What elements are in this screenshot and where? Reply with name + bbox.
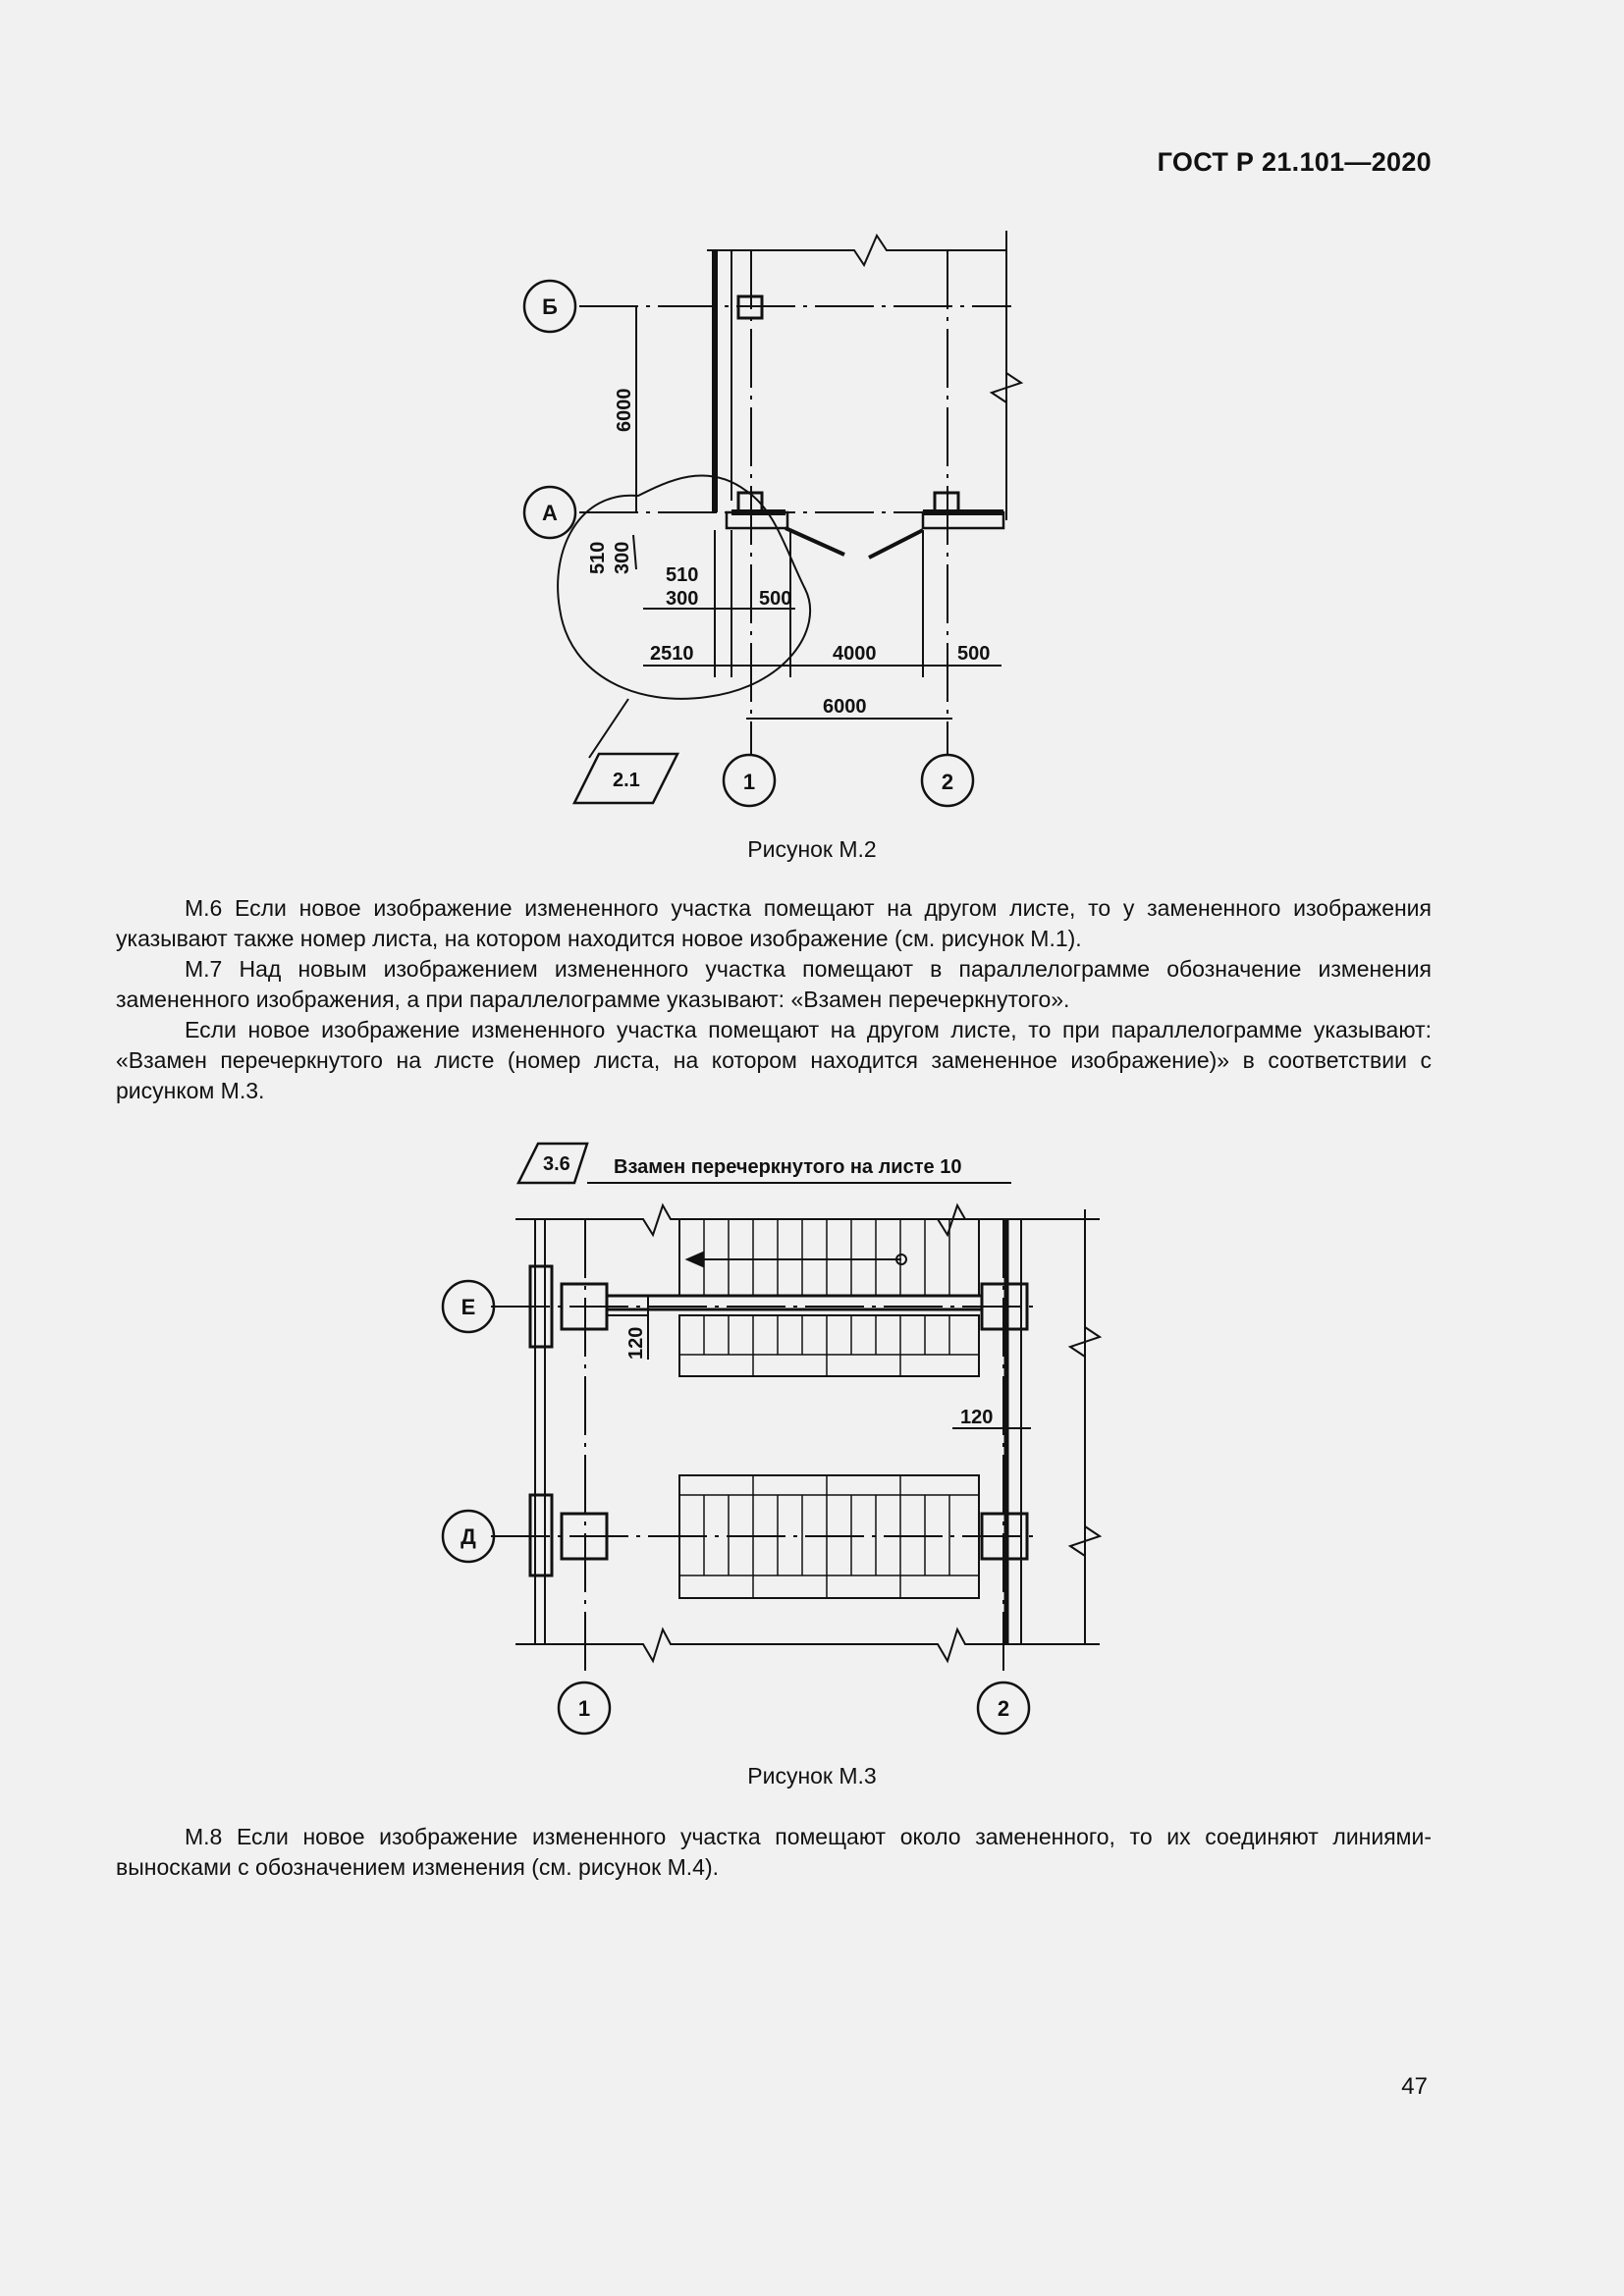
dim-510-vertical: 510 bbox=[587, 541, 609, 574]
dim-6000-vertical: 6000 bbox=[614, 388, 635, 432]
paragraph-m6: М.6 Если новое изображение измененного участка помещают на другом листе, то у замененного изображения указывают также номер листа, на котором находится новое изображение (см. рисунок М.1). bbox=[116, 895, 1432, 951]
dim-300-vertical: 300 bbox=[612, 541, 633, 574]
change-mark-3-6: 3.6 bbox=[543, 1153, 570, 1175]
page-number: 47 bbox=[1401, 2073, 1428, 2100]
replacement-note: Взамен перечеркнутого на листе 10 bbox=[614, 1156, 962, 1178]
axis-label-b: Б bbox=[542, 294, 558, 319]
axis-label-1: 1 bbox=[742, 770, 756, 794]
dim-2510: 2510 bbox=[650, 643, 694, 665]
axis-label-2-m3: 2 bbox=[997, 1696, 1010, 1721]
dim-120-vertical: 120 bbox=[625, 1326, 647, 1360]
dim-6000-horizontal: 6000 bbox=[823, 696, 867, 718]
dim-4000: 4000 bbox=[833, 643, 877, 665]
axis-label-2: 2 bbox=[941, 770, 954, 794]
change-mark-2-1: 2.1 bbox=[613, 770, 640, 791]
dim-300: 300 bbox=[666, 588, 699, 610]
paragraph-block-b bbox=[116, 1822, 1432, 1883]
dim-510: 510 bbox=[666, 564, 699, 586]
paragraph-m7-cont: Если новое изображение измененного участка помещают на другом листе, то при параллелограмме указывают: «Взамен перечеркнутого на листе (номер листа, на котором находится замененное изображение)» в соответствии с рисунком М.3. bbox=[116, 1017, 1432, 1103]
figure-m3-drawing bbox=[0, 1129, 1624, 1747]
dim-500-right: 500 bbox=[957, 643, 991, 665]
paragraph-m8: М.8 Если новое изображение измененного участка помещают около замененного, то их соединяют линиями-выносками с обозначением изменения (см. рисунок М.4). bbox=[116, 1824, 1432, 1880]
dim-500-left: 500 bbox=[759, 588, 792, 610]
axis-label-d: Д bbox=[460, 1524, 476, 1549]
document-code: ГОСТ Р 21.101—2020 bbox=[1157, 147, 1432, 177]
axis-label-1-m3: 1 bbox=[577, 1696, 591, 1721]
paragraph-block-a bbox=[116, 893, 1432, 1106]
dim-120-horizontal: 120 bbox=[960, 1407, 994, 1428]
figure-m3-caption: Рисунок М.3 bbox=[747, 1763, 877, 1789]
figure-m2-caption: Рисунок М.2 bbox=[747, 836, 877, 862]
figure-m2-drawing bbox=[0, 216, 1624, 825]
axis-label-a: А bbox=[542, 501, 558, 525]
paragraph-m7: М.7 Над новым изображением измененного участка помещают в параллелограмме обозначение изменения замененного изображения, а при параллелограмме указывают: «Взамен перечеркнутого». bbox=[116, 956, 1432, 1012]
axis-label-e: Е bbox=[460, 1295, 476, 1319]
